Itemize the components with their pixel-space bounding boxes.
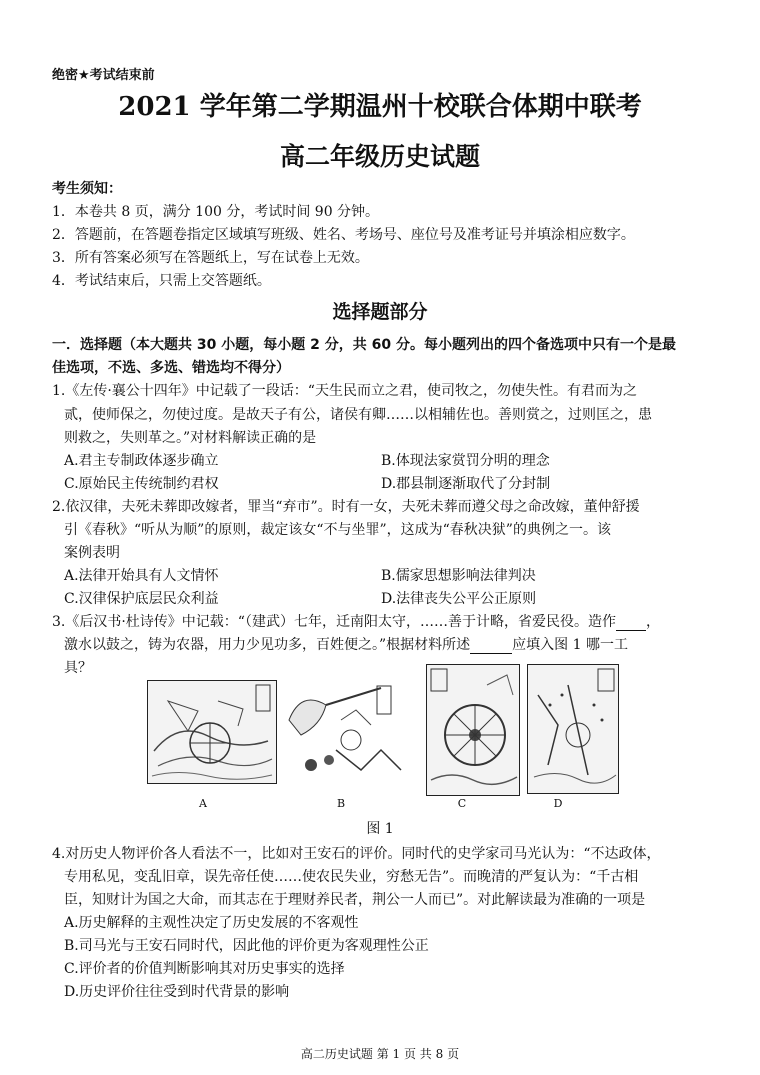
figure-label-d: D bbox=[553, 797, 563, 810]
q1-option-d: D.郡县制逐渐取代了分封制 bbox=[381, 476, 551, 492]
figure-label-a: A bbox=[199, 797, 207, 810]
confidential-mark: 绝密★考试结束前 bbox=[52, 68, 155, 83]
notice-item: 2．答题前，在答题卷指定区域填写班级、姓名、考场号、座位号及准考证号并填涂相应数字。 bbox=[52, 227, 635, 243]
answer-blank bbox=[616, 616, 646, 631]
answer-blank bbox=[470, 639, 512, 654]
figure-label-c: C bbox=[457, 797, 467, 810]
notice-item: 1．本卷共 8 页，满分 100 分，考试时间 90 分钟。 bbox=[52, 204, 380, 220]
water-hammer-illustration-icon bbox=[528, 665, 618, 793]
q2-stem-line: 案例表明 bbox=[64, 545, 120, 561]
q4-stem-line: 专用私见，变乱旧章，误先帝任使……使农民失业，穷愁无告”。而晚清的严复认为：“千古相 bbox=[64, 869, 639, 885]
figure-image-c bbox=[426, 664, 520, 796]
q2-option-a: A.法律开始具有人文情怀 bbox=[64, 568, 219, 584]
bellows-illustration-icon bbox=[281, 680, 411, 782]
page-footer: 高二历史试题 第 1 页 共 8 页 bbox=[300, 1047, 460, 1061]
q1-stem-line: 贰，使师保之，勿使过度。是故天子有公，诸侯有卿……以相辅佐也。善则赏之，过则匡之，患 bbox=[64, 407, 652, 423]
q2-stem-line: 引《春秋》“听从为顺”的原则，裁定该女“不与坐罪”，这成为“春秋决狱”的典例之一。该 bbox=[64, 522, 611, 538]
figure-image-d bbox=[527, 664, 619, 794]
figure-label-b: B bbox=[336, 797, 346, 810]
figure-image-b bbox=[281, 680, 411, 782]
q1-option-c: C.原始民主传统制约君权 bbox=[64, 476, 219, 492]
notice-heading: 考生须知： bbox=[52, 181, 122, 197]
q1-stem-line: 则救之，失则革之。”对材料解读正确的是 bbox=[64, 430, 317, 446]
q4-option-d: D.历史评价往往受到时代背景的影响 bbox=[64, 984, 290, 1000]
q1-option-a: A.君主专制政体逐步确立 bbox=[64, 453, 219, 469]
exam-subtitle: 高二年级历史试题 bbox=[279, 142, 480, 171]
section-title: 选择题部分 bbox=[332, 301, 428, 323]
q4-stem-line: 臣，知财计为国之大命，而其志在于理财养民者，荆公一人而已”。对此解读最为准确的一项是 bbox=[64, 892, 646, 908]
q3-stem-text: ， bbox=[645, 614, 660, 630]
q3-stem-line bbox=[64, 634, 628, 654]
q4-option-c: C.评价者的价值判断影响其对历史事实的选择 bbox=[64, 961, 345, 977]
q3-stem-text: 3.《后汉书·杜诗传》中记载：“（建武）七年，迁南阳太守，……善于计略，省爱民役。造作 bbox=[52, 614, 616, 630]
figure-image-a bbox=[147, 680, 277, 784]
q4-option-a: A.历史解释的主观性决定了历史发展的不客观性 bbox=[64, 915, 359, 931]
q1-stem-line: 1.《左传·襄公十四年》中记载了一段话：“天生民而立之君，使司牧之，勿使失性。有君而为之 bbox=[52, 383, 637, 399]
waterwheel-illustration-icon bbox=[148, 681, 276, 783]
q4-stem-line: 4.对历史人物评价各人看法不一，比如对王安石的评价。同时代的史学家司马光认为：“不达政体， bbox=[52, 846, 661, 862]
figure-caption: 图 1 bbox=[366, 821, 394, 837]
q3-stem-text: 激水以鼓之，铸为农器，用力少见功多，百姓便之。”根据材料所述 bbox=[64, 637, 471, 653]
water-mill-illustration-icon bbox=[427, 665, 519, 795]
q2-stem-line: 2.依汉律，夫死未葬即改嫁者，罪当“弃市”。时有一女，夫死未葬而遵父母之命改嫁，董仲舒援 bbox=[52, 499, 640, 515]
q2-option-d: D.法律丧失公平公正原则 bbox=[381, 591, 537, 607]
q3-stem-line: 具？ bbox=[64, 660, 92, 676]
q3-stem-text: 应填入图 1 哪一工 bbox=[512, 637, 628, 653]
q2-option-b: B.儒家思想影响法律判决 bbox=[381, 568, 536, 584]
q3-stem-line bbox=[52, 611, 660, 631]
notice-item: 4．考试结束后，只需上交答题纸。 bbox=[52, 273, 271, 289]
exam-title: 2021 学年第二学期温州十校联合体期中联考 bbox=[118, 92, 642, 122]
section-instruction-line: 一．选择题（本大题共 30 小题，每小题 2 分，共 60 分。每小题列出的四个备选项中只有一个是最 bbox=[52, 337, 676, 353]
section-instruction-line: 佳选项，不选、多选、错选均不得分） bbox=[52, 360, 290, 376]
q4-option-b: B.司马光与王安石同时代，因此他的评价更为客观理性公正 bbox=[64, 938, 429, 954]
q2-option-c: C.汉律保护底层民众利益 bbox=[64, 591, 219, 607]
q1-option-b: B.体现法家赏罚分明的理念 bbox=[381, 453, 550, 469]
notice-item: 3．所有答案必须写在答题纸上，写在试卷上无效。 bbox=[52, 250, 369, 266]
